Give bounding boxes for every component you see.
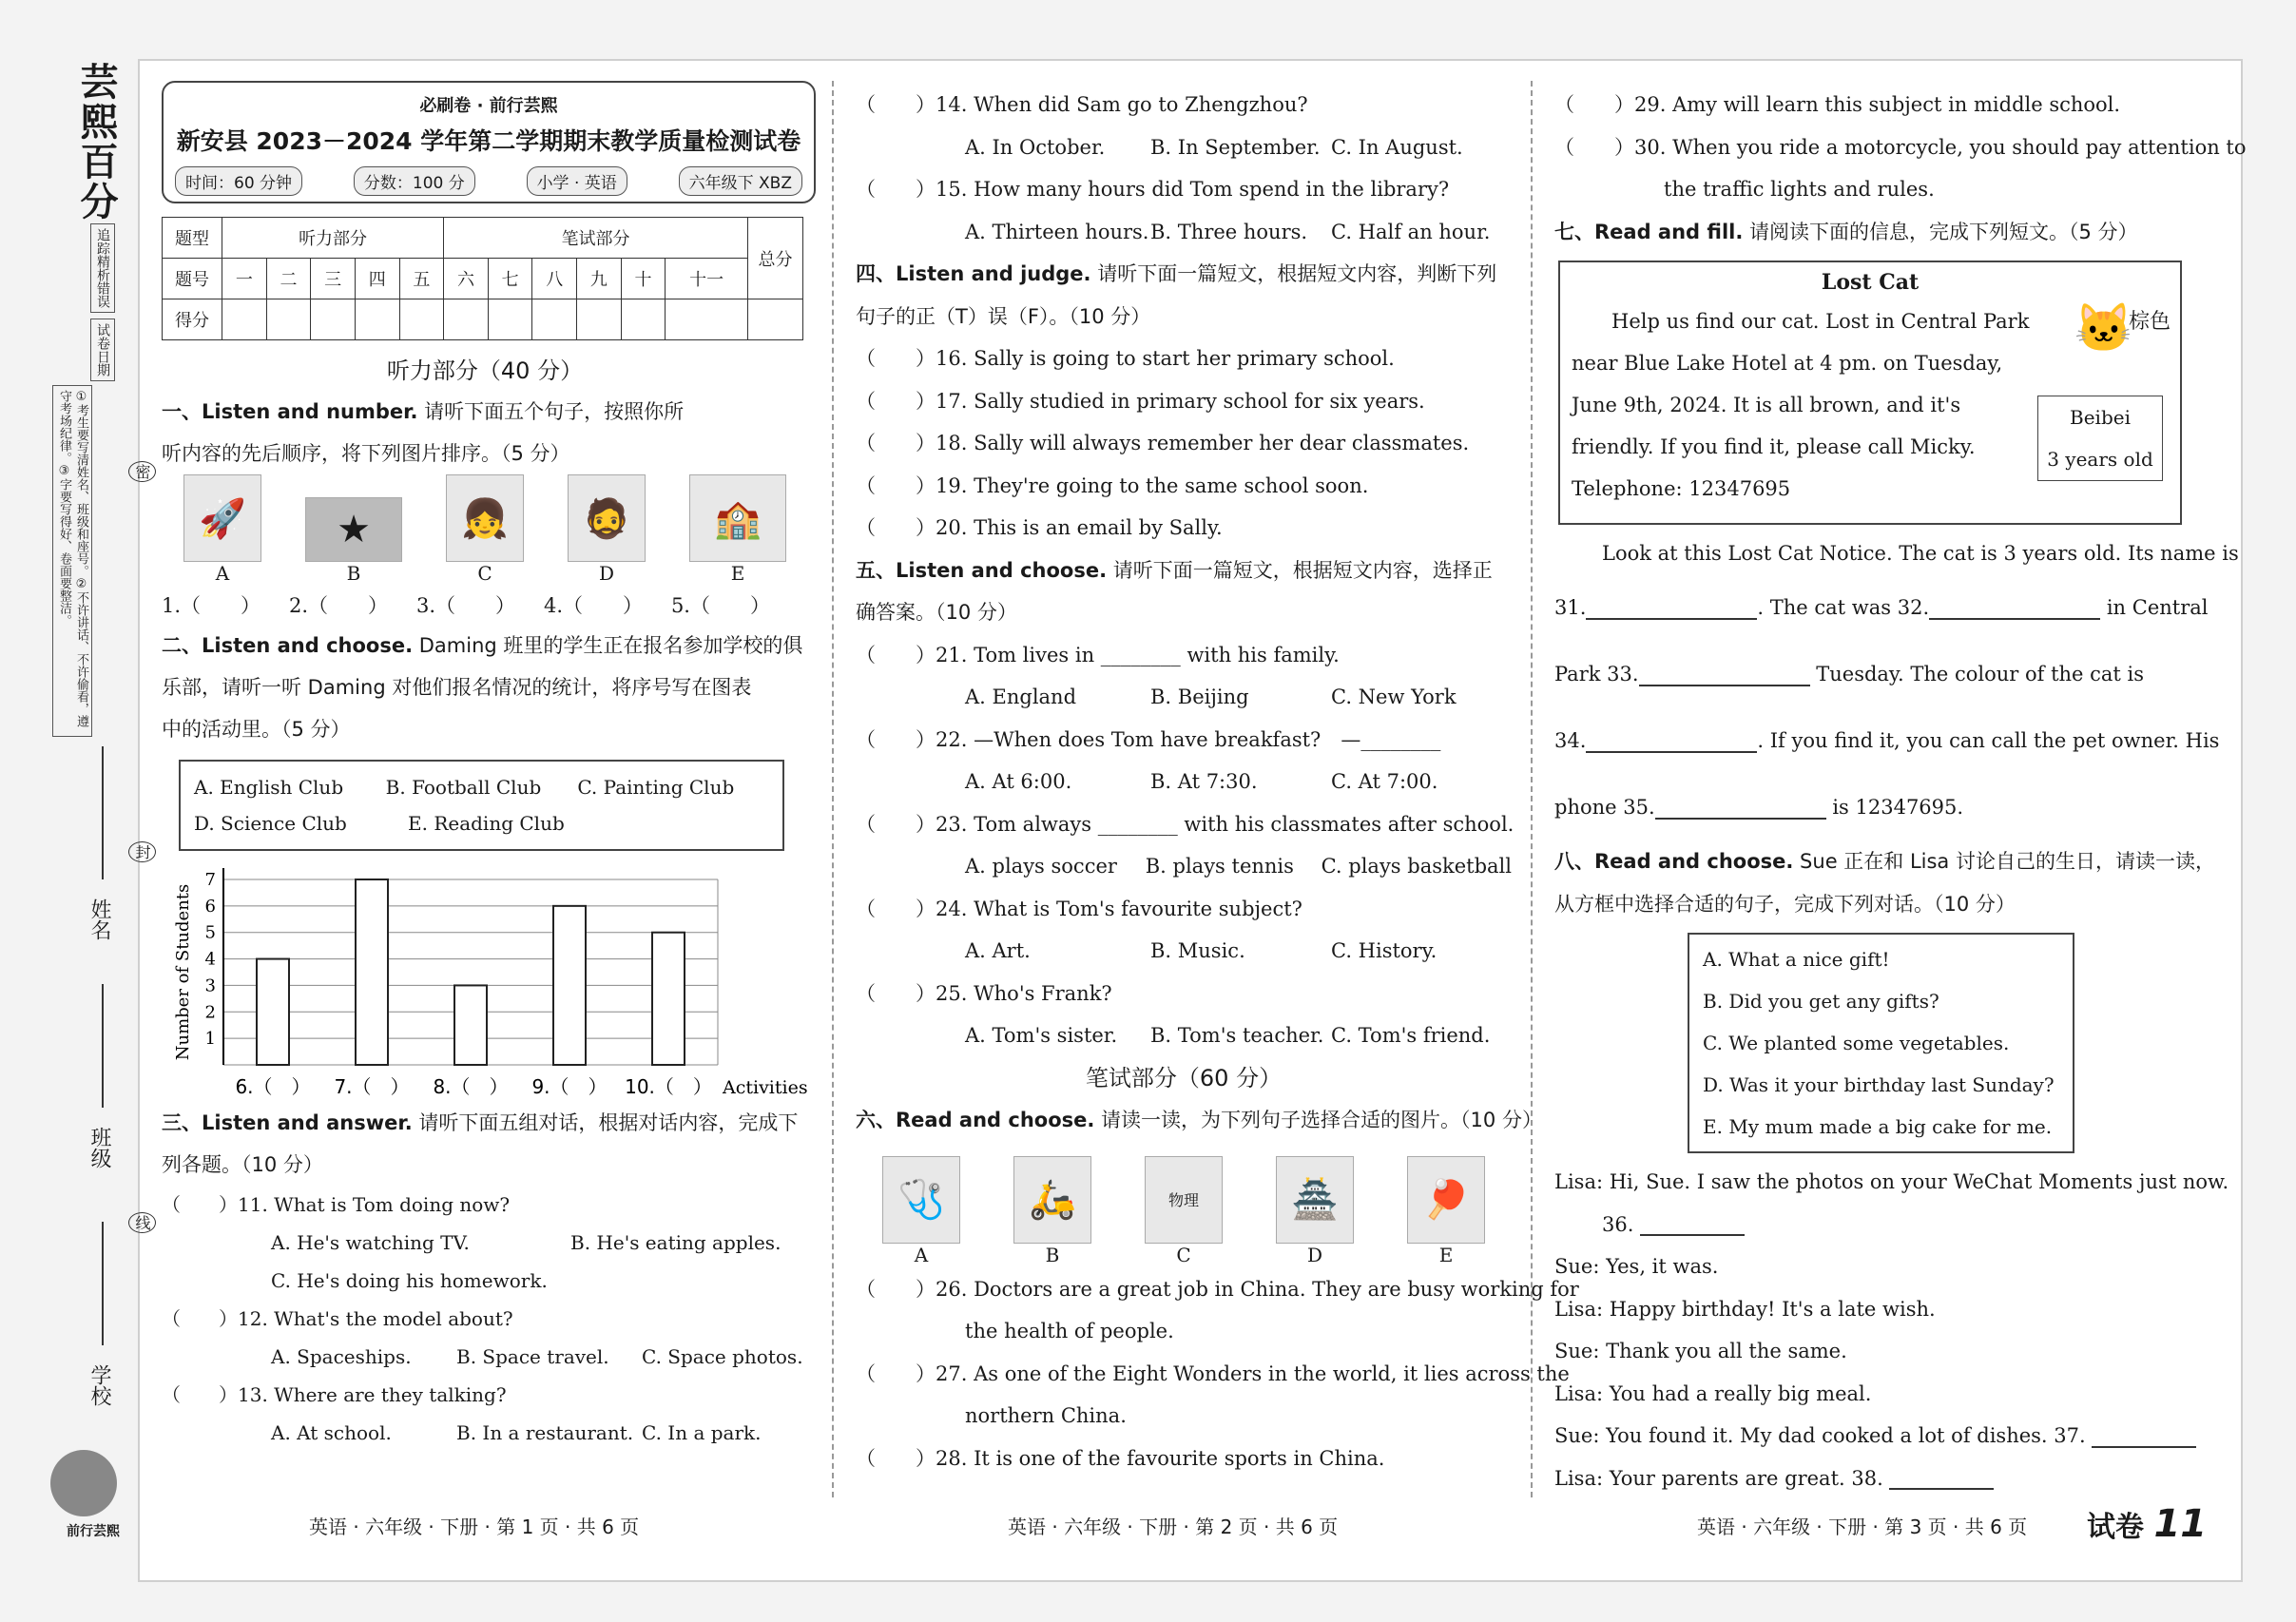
answer-option[interactable]: B. Tom's teacher. — [1150, 1024, 1324, 1047]
answer-option[interactable]: C. plays basketball — [1321, 855, 1512, 878]
notice-text: Help us find our cat. Lost in Central Park near Blue Lake Hotel at 4 pm. on Tuesday, June 9th, 2024. It is all brown, and it's friendly. If you find it, please call Micky. — [1572, 310, 2030, 458]
s7-instruction: 请阅读下面的信息，完成下列短文。（5 分） — [1743, 220, 2138, 243]
dialog-line: Lisa: You had a really big meal. — [1554, 1381, 1872, 1405]
picture-label: D — [598, 562, 615, 585]
question: （ ）29. Amy will learn this subject in middle school. — [1554, 93, 2121, 116]
score-table-cell: 笔试部分 — [444, 218, 748, 259]
score-input-cell[interactable] — [577, 299, 622, 340]
picture-option — [568, 474, 646, 585]
s6-title: 六、Read and choose. — [856, 1109, 1095, 1131]
picture-label: C — [477, 562, 492, 585]
picture-option — [446, 474, 524, 585]
blank-31[interactable] — [1586, 599, 1757, 620]
y-axis-label: Number of Students — [173, 883, 193, 1061]
s4-instruction: 请听下面一篇短文，根据短文内容，判断下列 — [1090, 262, 1497, 285]
girl-icon: 👧 — [446, 474, 524, 562]
s7-title: 七、Read and fill. — [1554, 220, 1744, 243]
answer-option[interactable]: C. New York — [1331, 685, 1457, 708]
question-cont: the traffic lights and rules. — [1664, 178, 1935, 201]
blank-33[interactable] — [1639, 666, 1810, 686]
flag-icon: ★ — [305, 497, 402, 562]
y-tick-label: 3 — [204, 975, 216, 996]
dialog-option: E. My mum made a big cake for me. — [1703, 1115, 2053, 1138]
s3-questions — [162, 1186, 808, 1452]
bar — [454, 985, 487, 1065]
x-tick-label: 9.（ ） — [531, 1075, 608, 1098]
cat-age: 3 years old — [2047, 448, 2153, 471]
blank-38[interactable] — [1889, 1469, 1994, 1490]
s3-title: 三、Listen and answer. — [162, 1111, 413, 1134]
picture-option — [183, 474, 261, 585]
answer-slot[interactable]: 4.（ ） — [543, 594, 643, 617]
answer-slot[interactable]: 5.（ ） — [670, 594, 770, 617]
score-table-cell: 一 — [222, 259, 267, 299]
score-input-cell[interactable] — [444, 299, 489, 340]
question: （ ）16. Sally is going to start her primary school. — [856, 347, 1395, 370]
s8-header — [1554, 840, 2215, 925]
blank-number: 36. — [1602, 1212, 1634, 1236]
dialog — [1554, 1161, 2229, 1499]
question: （ ）20. This is an email by Sally. — [856, 516, 1223, 539]
publisher-name: 前行芸熙 — [67, 1524, 120, 1539]
question: （ ）11. What is Tom doing now? — [162, 1193, 511, 1216]
s8-instruction: Sue 正在和 Lisa 讨论自己的生日，请读一读， — [1793, 850, 2215, 873]
class-label: 班级 — [87, 1127, 111, 1168]
answer-option[interactable]: B. At 7:30. — [1150, 770, 1258, 793]
y-tick-label: 7 — [204, 870, 216, 890]
picture-label: B — [1045, 1243, 1060, 1266]
score-table-cell: 五 — [399, 259, 444, 299]
brand-logo: 芸熙百分 — [74, 62, 118, 222]
club-option: D. Science Club — [194, 812, 347, 835]
blank-32[interactable] — [1929, 599, 2100, 620]
question: （ ）26. Doctors are a great job in China. They are busy working for — [856, 1277, 1579, 1301]
blank-number: 34. — [1554, 729, 1587, 752]
s2-instruction-3: 中的活动里。（5 分） — [162, 718, 351, 741]
fill-text: Park 33. — [1554, 663, 1639, 685]
s1-answer-slots — [162, 587, 770, 625]
notice-telephone: Telephone: 12347695 — [1572, 477, 1791, 500]
question: （ ）15. How many hours did Tom spend in the library? — [856, 178, 1450, 201]
picture-option — [305, 497, 402, 585]
s2-title: 二、Listen and choose. — [162, 634, 414, 657]
s8-instruction-2: 从方框中选择合适的句子，完成下列对话。（10 分） — [1554, 892, 2016, 916]
answer-option[interactable]: C. At 7:00. — [1331, 770, 1438, 793]
picture-label: E — [730, 562, 745, 585]
fill-line — [1554, 574, 2209, 641]
answer-option[interactable]: A. Thirteen hours. — [965, 220, 1149, 243]
fill-text: phone 35. — [1554, 796, 1655, 819]
question: （ ）23. Tom always ________ with his classmates after school. — [856, 812, 1515, 836]
paper-label — [2087, 1502, 2207, 1546]
dialog-line: Sue: Thank you all the same. — [1554, 1340, 1847, 1362]
score-table-cell: 十 — [621, 259, 666, 299]
physics-book-icon — [1145, 1156, 1223, 1244]
column-divider-1 — [832, 81, 834, 1497]
score-table-cell: 六 — [444, 259, 489, 299]
question: （ ）13. Where are they talking? — [162, 1383, 507, 1406]
time-badge: 时间：60 分钟 — [175, 166, 302, 196]
club-option: B. Football Club — [385, 776, 542, 799]
bar — [652, 933, 685, 1065]
question: （ ）14. When did Sam go to Zhengzhou? — [856, 93, 1308, 116]
activity-bar-chart — [171, 860, 808, 1098]
answer-option[interactable]: C. Tom's friend. — [1331, 1024, 1491, 1047]
answer-option[interactable]: B. plays tennis — [1145, 855, 1294, 878]
rocket-icon: 🚀 — [183, 474, 261, 562]
paper-number: 11 — [2153, 1502, 2208, 1546]
listening-title: 听力部分（40 分） — [386, 357, 584, 384]
blank-34[interactable] — [1586, 732, 1757, 753]
score-input-cell[interactable] — [621, 299, 666, 340]
blank-number: 31. — [1554, 596, 1587, 619]
s3-instruction: 请听下面五组对话，根据对话内容，完成下 — [412, 1111, 799, 1134]
name-line — [102, 746, 104, 879]
s2-instruction: Daming 班里的学生正在报名参加学校的俱 — [413, 634, 803, 657]
blank-37[interactable] — [2092, 1427, 2196, 1448]
score-table-cell: 三 — [311, 259, 356, 299]
score-table-cell: 九 — [577, 259, 622, 299]
answer-option[interactable]: B. Music. — [1150, 939, 1245, 962]
s6-pictures — [856, 1148, 1512, 1266]
dialog-option: C. We planted some vegetables. — [1703, 1032, 2010, 1054]
s2-instruction-2: 乐部，请听一听 Daming 对他们报名情况的统计，将序号写在图表 — [162, 676, 752, 699]
s4-title: 四、Listen and judge. — [856, 262, 1091, 285]
answer-option[interactable]: B. Three hours. — [1150, 220, 1308, 243]
answer-slot[interactable]: 3.（ ） — [415, 594, 516, 617]
dialog-line: Lisa: Hi, Sue. I saw the photos on your WeChat Moments just now. — [1554, 1170, 2229, 1193]
dialog-line: Sue: You found it. My dad cooked a lot of dishes. 37. — [1554, 1424, 2086, 1447]
picture-option — [1276, 1156, 1354, 1266]
dialog-options-box — [1688, 933, 2074, 1153]
answer-option[interactable]: C. Space photos. — [642, 1345, 803, 1368]
note-box: 追踪精析错误 — [90, 223, 115, 313]
header-tagline: 必刷卷 · 前行芸熙 — [419, 96, 558, 116]
cat-info-box — [2037, 396, 2163, 481]
exam-rules: ①考生要写清姓名、班级和座号。②不许讲话、不许偷看，遵守考场纪律。③字要写得好、卷面要整洁。 — [52, 385, 92, 737]
answer-option[interactable]: B. In a restaurant. — [456, 1421, 634, 1444]
s1-instruction-2: 听内容的先后顺序，将下列图片排序。（5 分） — [162, 442, 570, 465]
picture-label: C — [1176, 1243, 1191, 1266]
dialog-option: D. Was it your birthday last Sunday? — [1703, 1073, 2055, 1096]
cat-color-label: 棕色 — [2128, 310, 2171, 334]
scholar-icon: 🧔 — [568, 474, 646, 562]
score-table-cell: 总分 — [748, 218, 803, 299]
s1-instruction: 请听下面五个句子，按照你所 — [417, 400, 685, 423]
answer-option[interactable]: C. History. — [1331, 939, 1437, 962]
grade-badge: 六年级下 XBZ — [679, 166, 802, 196]
question: （ ）12. What's the model about? — [162, 1307, 513, 1330]
dialog-line: Sue: Yes, it was. — [1554, 1255, 1719, 1278]
motorcycle-icon: 🛵 — [1013, 1156, 1091, 1244]
x-tick-label: 10.（ ） — [625, 1075, 712, 1098]
y-tick-label: 6 — [204, 896, 216, 917]
picture-label: A — [215, 562, 230, 585]
score-input-cell[interactable] — [532, 299, 577, 340]
fill-line — [1554, 707, 2220, 774]
footer-page-2: 英语 · 六年级 · 下册 · 第 2 页 · 共 6 页 — [1008, 1516, 1339, 1538]
fill-text: is 12347695. — [1832, 796, 1964, 819]
blank-35[interactable] — [1655, 799, 1826, 820]
score-table-cell: 四 — [355, 259, 399, 299]
question: （ ）19. They're going to the same school soon. — [856, 473, 1369, 497]
score-table-cell: 二 — [266, 259, 311, 299]
footer-page-1: 英语 · 六年级 · 下册 · 第 1 页 · 共 6 页 — [309, 1516, 640, 1538]
column-3 — [1554, 84, 2247, 1499]
col3-questions — [1554, 84, 2247, 253]
notice-title: Lost Cat — [1821, 270, 1920, 295]
score-table — [162, 217, 803, 340]
picture-label: E — [1438, 1243, 1454, 1266]
score-table-cell: 题型 — [163, 218, 222, 259]
answer-option[interactable]: A. Spaceships. — [271, 1345, 412, 1368]
dialog-line: Lisa: Happy birthday! It's a late wish. — [1554, 1297, 1936, 1321]
answer-option[interactable]: A. England — [965, 685, 1077, 708]
score-input-cell[interactable] — [748, 299, 803, 340]
lost-cat-notice — [1558, 261, 2182, 525]
question: （ ）27. As one of the Eight Wonders in the world, it lies across the — [856, 1361, 1570, 1385]
exam-meta — [175, 166, 802, 196]
picture-label: D — [1306, 1243, 1323, 1266]
exam-title: 新安县 2023－2024 学年第二学期期末教学质量检测试卷 — [176, 127, 801, 155]
answer-option[interactable]: B. Beijing — [1150, 685, 1249, 708]
s8-title: 八、Read and choose. — [1554, 850, 1794, 873]
answer-slot[interactable]: 1.（ ） — [162, 594, 261, 617]
answer-option[interactable]: C. In August. — [1331, 135, 1463, 159]
x-tick-label: 7.（ ） — [334, 1075, 410, 1098]
s5-title: 五、Listen and choose. — [856, 558, 1108, 582]
y-tick-label: 2 — [204, 1002, 216, 1023]
score-table-cell: 八 — [532, 259, 577, 299]
question: （ ）22. —When does Tom have breakfast? —________ — [856, 727, 1441, 751]
x-tick-label: 8.（ ） — [433, 1075, 509, 1098]
score-input-cell[interactable] — [488, 299, 532, 340]
picture-option — [689, 474, 786, 585]
great-wall-icon: 🏯 — [1276, 1156, 1354, 1244]
score-input-cell[interactable] — [222, 299, 267, 340]
exam-header — [162, 81, 816, 203]
club-option: A. English Club — [194, 776, 344, 799]
club-options-box — [179, 760, 784, 851]
picture-label: B — [346, 562, 361, 585]
question-cont: northern China. — [965, 1404, 1127, 1427]
question: （ ）17. Sally studied in primary school for six years. — [856, 389, 1425, 413]
score-input-cell[interactable] — [355, 299, 399, 340]
blank-36[interactable] — [1640, 1215, 1745, 1236]
s6-questions — [856, 1268, 1579, 1480]
score-table-cell: 听力部分 — [222, 218, 444, 259]
score-table-cell: 得分 — [163, 299, 222, 340]
s3-instruction-2: 列各题。（10 分） — [162, 1153, 323, 1176]
question: （ ）25. Who's Frank? — [856, 981, 1112, 1005]
date-box: 试卷日期 — [90, 319, 115, 381]
answer-option[interactable]: A. Art. — [965, 939, 1031, 962]
fill-text: . The cat was 32. — [1757, 596, 1930, 619]
answer-option[interactable]: A. plays soccer — [965, 855, 1117, 878]
dialog-option: A. What a nice gift! — [1703, 948, 1890, 971]
score-input-cell[interactable] — [399, 299, 444, 340]
x-axis-label: Activities — [723, 1077, 808, 1098]
fill-text: Tuesday. The colour of the cat is — [1816, 663, 2145, 685]
score-table-cell: 七 — [488, 259, 532, 299]
picture-option — [1145, 1156, 1223, 1266]
answer-option[interactable]: A. At 6:00. — [965, 770, 1072, 793]
question: （ ）30. When you ride a motorcycle, you should pay attention to — [1554, 135, 2247, 159]
question-cont: the health of people. — [965, 1320, 1174, 1342]
paper-word: 试卷 — [2087, 1511, 2144, 1544]
answer-option[interactable]: C. In a park. — [642, 1421, 762, 1444]
picture-option — [1013, 1156, 1091, 1266]
answer-option[interactable]: C. He's doing his homework. — [271, 1269, 548, 1292]
score-table-cell: 十一 — [666, 259, 748, 299]
dialog-line: Lisa: Your parents are great. 38. — [1554, 1466, 1883, 1490]
s1-title: 一、Listen and number. — [162, 400, 418, 423]
seal-mark-3: 线 — [128, 1212, 156, 1233]
answer-option[interactable]: B. In September. — [1150, 135, 1321, 159]
picture-option — [1407, 1156, 1485, 1266]
publisher-logo-icon — [50, 1450, 117, 1516]
table-tennis-icon: 🏓 — [1407, 1156, 1485, 1244]
s5-instruction: 请听下面一篇短文，根据短文内容，选择正 — [1107, 558, 1493, 582]
school-line — [102, 1222, 104, 1345]
score-table-cell: 题号 — [163, 259, 222, 299]
answer-option[interactable]: A. At school. — [271, 1421, 392, 1444]
book-label: 物理 — [1167, 1191, 1199, 1209]
fill-text: Look at this Lost Cat Notice. The cat is 3 years old. Its name is — [1602, 542, 2239, 565]
answer-option[interactable]: B. He's eating apples. — [570, 1231, 781, 1254]
class-line — [102, 984, 104, 1108]
score-input-cell[interactable] — [266, 299, 311, 340]
answer-option[interactable]: A. In October. — [965, 135, 1106, 159]
seal-mark-1: 密 — [128, 461, 156, 482]
cat-name: Beibei — [2070, 406, 2131, 429]
club-option: C. Painting Club — [577, 776, 735, 799]
s4-instruction-2: 句子的正（T）误（F）。（10 分） — [856, 304, 1151, 328]
score-input-cell[interactable] — [311, 299, 356, 340]
answer-option[interactable]: A. He's watching TV. — [271, 1231, 470, 1254]
answer-option[interactable]: C. Half an hour. — [1331, 220, 1491, 243]
footer-page-3: 英语 · 六年级 · 下册 · 第 3 页 · 共 6 页 — [1697, 1516, 2028, 1538]
binding-strip — [43, 43, 151, 1564]
name-label: 姓名 — [87, 898, 111, 940]
picture-option — [882, 1156, 960, 1266]
y-tick-label: 5 — [204, 922, 216, 943]
school-label: 学校 — [87, 1364, 111, 1406]
club-option: E. Reading Club — [408, 812, 565, 835]
score-badge: 分数：100 分 — [354, 166, 475, 196]
question: （ ）21. Tom lives in ________ with his family. — [856, 643, 1340, 666]
question: （ ）24. What is Tom's favourite subject? — [856, 897, 1302, 920]
answer-option[interactable]: B. Space travel. — [456, 1345, 609, 1368]
bar — [553, 906, 586, 1065]
doctor-icon: 🩺 — [882, 1156, 960, 1244]
picture-label: A — [914, 1243, 929, 1266]
seal-mark-2: 封 — [128, 841, 156, 862]
fill-text: in Central — [2106, 596, 2209, 619]
s5-instruction-2: 确答案。（10 分） — [856, 601, 1017, 624]
fill-text: . If you find it, you can call the pet owner. His — [1757, 729, 2220, 752]
x-tick-label: 6.（ ） — [235, 1075, 311, 1098]
school-building-icon: 🏫 — [689, 474, 786, 562]
dialog-option: B. Did you get any gifts? — [1703, 990, 1939, 1013]
bar — [257, 959, 289, 1065]
question: （ ）18. Sally will always remember her dear classmates. — [856, 432, 1470, 454]
fill-line — [1554, 641, 2201, 707]
col2-questions — [856, 84, 1542, 1142]
y-tick-label: 1 — [204, 1029, 216, 1050]
answer-slot[interactable]: 2.（ ） — [288, 594, 389, 617]
column-1 — [162, 81, 808, 1452]
fill-line — [1554, 774, 2201, 840]
s1-pictures — [162, 480, 808, 585]
answer-option[interactable]: A. Tom's sister. — [965, 1024, 1118, 1047]
subject-badge: 小学 · 英语 — [527, 166, 627, 196]
y-tick-label: 4 — [204, 949, 216, 970]
score-input-cell[interactable] — [666, 299, 748, 340]
question: （ ）28. It is one of the favourite sports in China. — [856, 1446, 1385, 1470]
s6-instruction: 请读一读，为下列句子选择合适的图片。（10 分） — [1094, 1109, 1542, 1131]
bar — [356, 879, 388, 1065]
writing-title: 笔试部分（60 分） — [1085, 1064, 1283, 1091]
cat-icon: 🐱 — [2074, 300, 2134, 356]
